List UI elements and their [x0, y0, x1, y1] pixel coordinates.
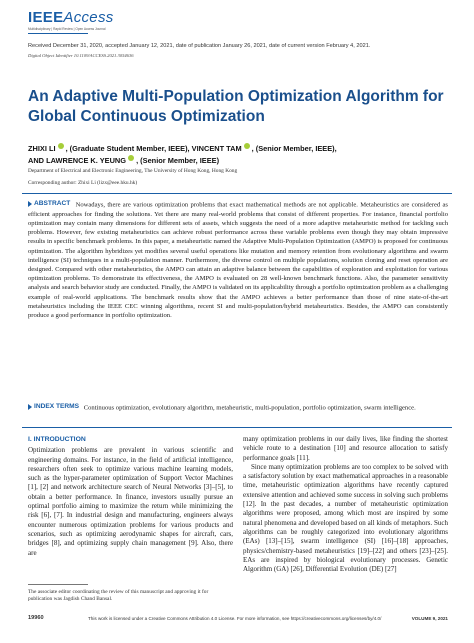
journal-tagline: Multidisciplinary | Rapid Review | Open Access Journal: [28, 27, 106, 31]
journal-logo: [28, 9, 114, 26]
orcid-icon[interactable]: [128, 155, 134, 161]
author-1-role: , (Graduate Student Member, IEEE),: [65, 144, 192, 153]
doi: Digital Object Identifier 10.1109/ACCESS.2021.3054636: [28, 53, 134, 58]
license-note[interactable]: This work is licensed under a Creative Commons Attribution 4.0 License. For more information, see https://creativecommons.org/licenses/by/4.0/: [88, 616, 382, 621]
abstract: [28, 199, 448, 320]
abstract-label-group: [28, 199, 70, 208]
index-terms-label: INDEX TERMS: [34, 403, 80, 410]
logo-rule: [28, 33, 88, 34]
journal-name-light: Access: [63, 9, 114, 26]
author-1-name: ZHIXI LI: [28, 144, 56, 153]
author-connector: AND: [28, 156, 47, 165]
right-column: [243, 435, 448, 574]
abstract-body: Nowadays, there are various optimization problems that exact mathematical methods are not applicable. Metaheuristics are considered as efficient approaches for finding the solutions. Yet there are many real-world problems that consist of different properties. For instance, financial portfolio optimization may contain many dimensions for different sets of assets, which suggests the need of a more adaptive metaheuristic method for tackling such problems. However, few existing metaheuristics can achieve robust performance across these variable problems even though they may obtain impressive results in specific benchmark problems. In this paper, a metaheuristic named the Adaptive Multi-Population Optimization (AMPO) is proposed for continuous optimization. The algorithm hybridizes yet modifies several useful operations like mutation and memory retention from evolutionary algorithms and swarm intelligence (SI) techniques in a multi-population manner. Furthermore, the diverse control on multiple populations, solution cloning and reset operation are designed. Compared with other metaheuristics, the AMPO can attain an adaptive balance between the capabilities of exploration and exploitation for various optimization problems. To demonstrate its effectiveness, the AMPO is evaluated on 28 well-known benchmark functions. Also, the parameter sensitivity analysis and search behavior study are conducted. Finally, the AMPO is validated on its applicability through a portfolio optimization problem as a challenging example of real-world applications. The benchmark results show that the AMPO achieves a better performance than those of nine state-of-the-art metaheuristics including the IEEE CEC winning algorithms, recent SI and multi-population/hybrid metaheuristics. Besides, the AMPO can consistently produce a good performance in portfolio optimization.: [28, 201, 449, 320]
author-3-name: LAWRENCE K. YEUNG: [46, 156, 127, 165]
intro-paragraph-1-cont: many optimization problems in our daily lives, like finding the shortest vehicle route to a destination [10] and resource allocation to satisfy performance goals [11].: [243, 435, 448, 462]
section-rule: [22, 427, 452, 428]
index-terms: [28, 402, 448, 413]
arrow-icon: [28, 201, 32, 207]
footnote-rule: [28, 584, 88, 585]
page-number: 19960: [28, 615, 44, 621]
orcid-icon[interactable]: [58, 143, 64, 149]
author-2-name: VINCENT TAM: [191, 144, 242, 153]
corresponding-author: Corresponding author: Zhixi Li (lizx@eee.hku.hk): [28, 180, 138, 186]
index-terms-label-group: [28, 402, 79, 411]
journal-name-bold: IEEE: [28, 9, 64, 26]
publication-dates: Received December 31, 2020, accepted January 12, 2021, date of publication January 26, 2021, date of current version February 4, 2021.: [28, 43, 371, 49]
editor-footnote: The associate editor coordinating the review of this manuscript and approving it for publication was Jagdish Chand Bansal.: [28, 589, 209, 603]
index-terms-body: Continuous optimization, evolutionary algorithm, metaheuristic, multi-population, portfolio optimization, swarm intelligence.: [83, 404, 416, 412]
author-list: [28, 143, 448, 167]
intro-paragraph-2-wrap: [243, 463, 448, 575]
arrow-icon: [28, 404, 32, 410]
intro-paragraph-2: Since many optimization problems are too complex to be solved with a satisfactory solution by exact mathematical approaches in a reasonable time, metaheuristic optimization algorithms have recently captured extensive attention and achieved some success in solving such problems [12]. In the past decades, a number of metaheuristic optimization algorithms were proposed, among which most are inspired by some natural phenomena and developed based on all kinds of metaphors. Such algorithms can be roughly categorized into evolutionary algorithms (EAs) [13]–[15], swarm intelligence (SI) [16]–[18] approaches, physics/chemistry-based metaheuristics [19]–[22] and others [23]–[25]. EAs are inspired by biological evolutionary processes. Genetic Algorithm (GA) [26], Differential Evolution (DE) [27]: [243, 462, 448, 574]
left-column: [28, 435, 233, 558]
author-2-role: , (Senior Member, IEEE),: [251, 144, 337, 153]
abstract-label: ABSTRACT: [34, 200, 71, 207]
orcid-icon[interactable]: [244, 143, 250, 149]
paper-title: An Adaptive Multi-Population Optimization Algorithm for Global Continuous Optimization: [28, 88, 444, 125]
page-footer: [28, 615, 448, 625]
affiliation: Department of Electrical and Electronic Engineering, The University of Hong Kong, Hong Kong: [28, 168, 238, 174]
author-3-role: , (Senior Member, IEEE): [136, 156, 220, 165]
intro-paragraph-1: Optimization problems are prevalent in various scientific and engineering domains. For instance, in the field of artificial intelligence, researchers often seek to optimize various machine learning models, such as the hyper-parameter optimization of Support Vector Machines [1], [2] and network architecture search of Neural Networks [3]–[5], to obtain a better performance. In finance, investors usually pursue an optimal portfolio aiming to maximize the return while minimizing the risk [6], [7]. In industrial design and manufacturing, engineers always encounter numerous optimization problems for various products and scenarios, such as optimizing aerodynamic shapes for aircraft, cars, bridges [8], and optimizing supply chain management [9]. Also, there are: [28, 446, 233, 557]
volume-info: VOLUME 9, 2021: [411, 616, 448, 621]
section-heading: I. INTRODUCTION: [28, 436, 86, 443]
